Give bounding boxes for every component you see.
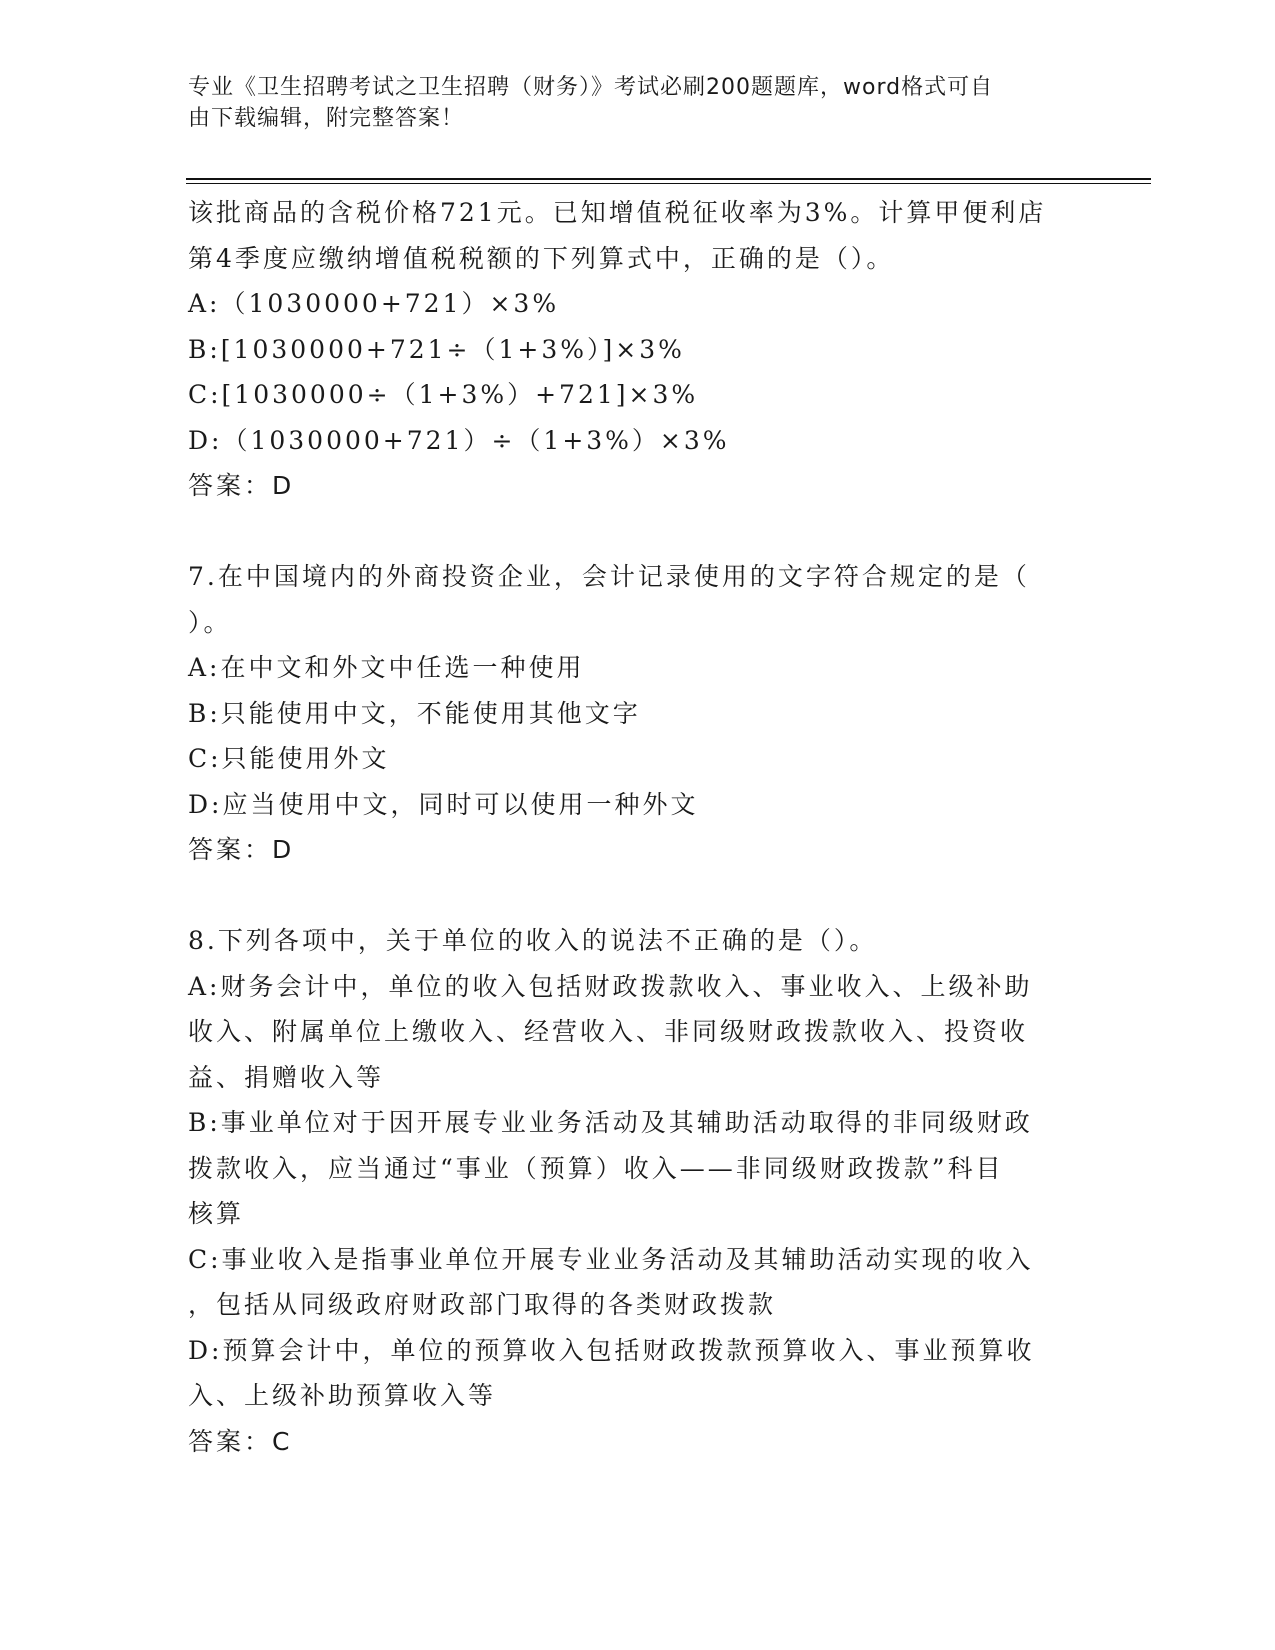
header-line-1: 专业《卫生招聘考试之卫生招聘（财务）》考试必刷200题题库，word格式可自 — [188, 75, 994, 100]
answer-line: 答案：C — [188, 1426, 293, 1456]
question-stem-line: 7.在中国境内的外商投资企业，会计记录使用的文字符合规定的是（ — [188, 562, 1030, 591]
option-d: D:（1030000+721）÷（1+3%）×3% — [188, 425, 730, 455]
question-stem-line: 第4季度应缴纳增值税税额的下列算式中，正确的是（）。 — [188, 243, 895, 273]
option-d: D:应当使用中文，同时可以使用一种外文 — [188, 789, 699, 819]
option-a: A:（1030000+721）×3% — [188, 289, 560, 318]
question-7 — [188, 554, 1078, 873]
option-c: C:只能使用外文 — [188, 744, 390, 773]
answer-line: 答案：D — [188, 835, 295, 864]
document-header — [188, 72, 1068, 134]
question-8 — [188, 918, 1078, 1464]
question-stem-line: ）。 — [188, 607, 232, 637]
header-divider-thick — [186, 178, 1151, 180]
option-d-line: 入、上级补助预算收入等 — [188, 1381, 497, 1410]
option-a-line: A:财务会计中，单位的收入包括财政拨款收入、事业收入、上级补助 — [188, 971, 1033, 1001]
option-a-line: 收入、附属单位上缴收入、经营收入、非同级财政拨款收入、投资收 — [188, 1017, 1029, 1046]
spacer — [188, 873, 1078, 919]
option-b-line: 核算 — [188, 1199, 245, 1228]
option-b: B:只能使用中文，不能使用其他文字 — [188, 698, 641, 728]
option-a: A:在中文和外文中任选一种使用 — [188, 653, 585, 682]
option-b-line: 拨款收入，应当通过“事业（预算）收入——非同级财政拨款”科目 — [188, 1153, 1004, 1183]
header-line-2: 由下载编辑，附完整答案！ — [188, 106, 465, 131]
option-b: B:[1030000+721÷（1+3%）]×3% — [188, 334, 685, 364]
answer-line: 答案：D — [188, 471, 295, 500]
question-stem-line: 该批商品的含税价格721元。已知增值税征收率为3%。计算甲便利店 — [188, 198, 1047, 227]
option-b-line: B:事业单位对于因开展专业业务活动及其辅助活动取得的非同级财政 — [188, 1108, 1033, 1137]
document-body — [188, 190, 1078, 1464]
option-c-line: C:事业收入是指事业单位开展专业业务活动及其辅助活动实现的收入 — [188, 1244, 1034, 1274]
option-c-line: ，包括从同级政府财政部门取得的各类财政拨款 — [188, 1290, 777, 1319]
spacer — [188, 509, 1078, 555]
option-d-line: D:预算会计中，单位的预算收入包括财政拨款预算收入、事业预算收 — [188, 1335, 1035, 1365]
option-c: C:[1030000÷（1+3%）+721]×3% — [188, 380, 699, 409]
option-a-line: 益、捐赠收入等 — [188, 1062, 385, 1092]
header-divider-thin — [186, 183, 1151, 184]
question-stem-line: 8.下列各项中，关于单位的收入的说法不正确的是（）。 — [188, 926, 878, 955]
question-6 — [188, 190, 1078, 509]
